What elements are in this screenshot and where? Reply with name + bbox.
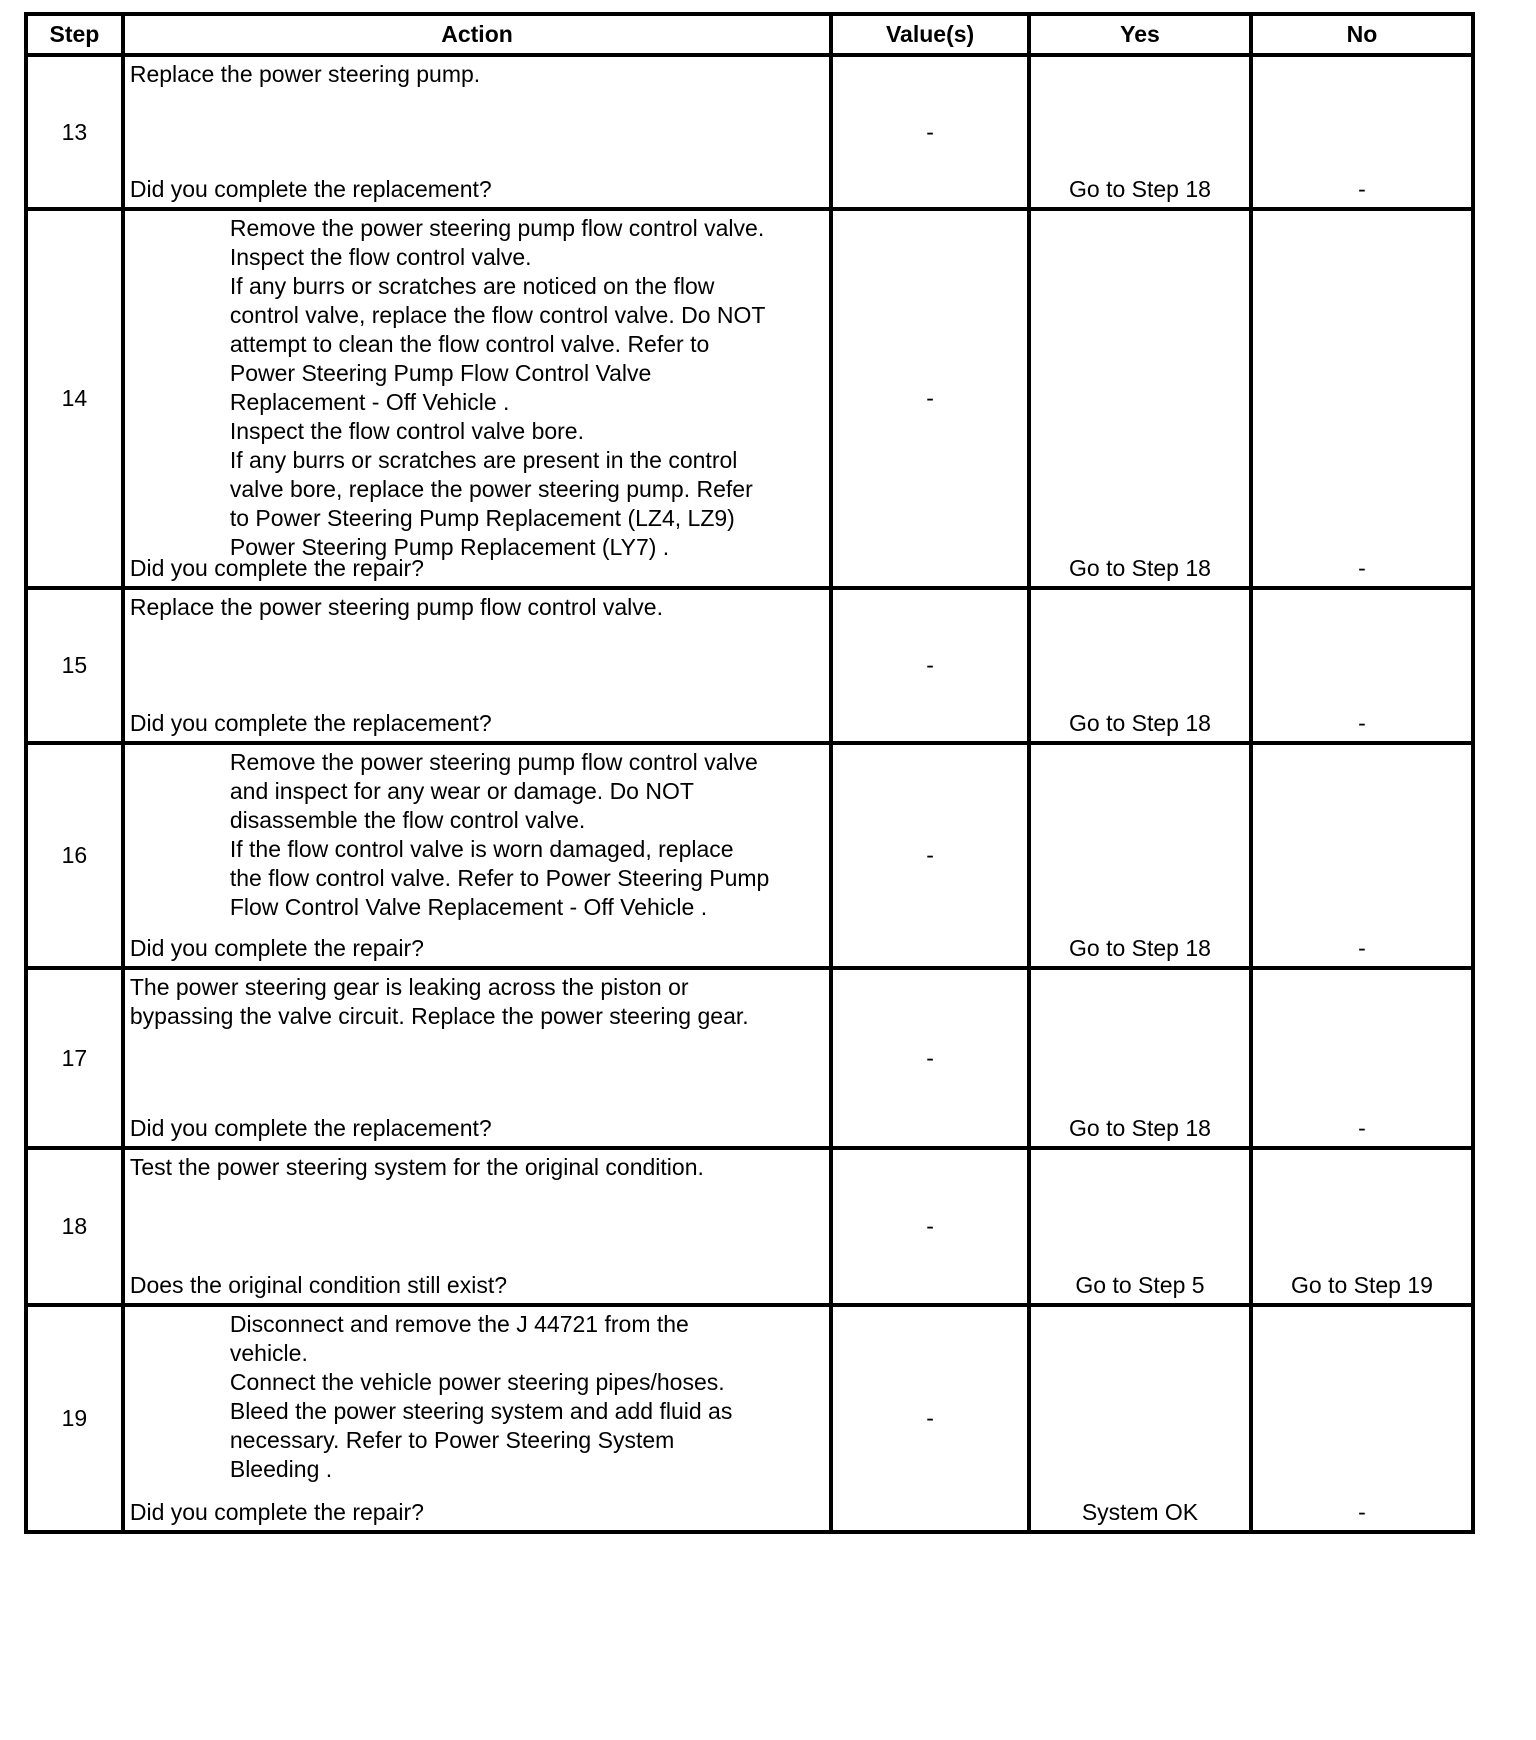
action-content	[125, 970, 829, 1146]
action-line: Replace the power steering pump.	[129, 61, 481, 87]
no-result: -	[1251, 588, 1473, 743]
step-number: 13	[26, 55, 123, 209]
action-cell	[123, 743, 831, 968]
table-row	[26, 1305, 1473, 1532]
action-line: control valve, replace the flow control valve. Do NOT	[229, 302, 766, 328]
table-row	[26, 209, 1473, 588]
action-line: valve bore, replace the power steering pump. Refer	[229, 476, 753, 502]
action-line: If any burrs or scratches are noticed on the flow	[229, 273, 715, 299]
action-content	[125, 1150, 829, 1303]
action-line: If the flow control valve is worn damaged, replace	[229, 836, 734, 862]
action-question: Did you complete the repair?	[129, 555, 424, 581]
action-line: Replacement - Off Vehicle .	[229, 389, 510, 415]
header-yes: Yes	[1029, 14, 1251, 55]
table-header	[26, 14, 1473, 55]
header-row	[26, 14, 1473, 55]
table-row	[26, 55, 1473, 209]
action-line: If any burrs or scratches are present in the control	[229, 447, 738, 473]
action-instructions	[230, 748, 827, 922]
action-cell	[123, 1148, 831, 1305]
action-content	[125, 745, 829, 966]
action-line: bypassing the valve circuit. Replace the power steering gear.	[129, 1003, 749, 1029]
yes-result: Go to Step 18	[1029, 209, 1251, 588]
action-line: Flow Control Valve Replacement - Off Vehicle .	[229, 894, 708, 920]
action-line: Disconnect and remove the J 44721 from the	[229, 1311, 689, 1337]
action-line: Replace the power steering pump flow control valve.	[129, 594, 663, 620]
yes-result: Go to Step 18	[1029, 55, 1251, 209]
value-cell: -	[831, 968, 1029, 1148]
header-no: No	[1251, 14, 1473, 55]
table-row	[26, 968, 1473, 1148]
table-row	[26, 743, 1473, 968]
step-number: 16	[26, 743, 123, 968]
header-step: Step	[26, 14, 123, 55]
no-result: -	[1251, 743, 1473, 968]
header-action: Action	[123, 14, 831, 55]
action-line: Inspect the flow control valve bore.	[229, 418, 584, 444]
action-instructions	[130, 60, 825, 89]
action-question: Did you complete the replacement?	[129, 176, 492, 202]
step-number: 15	[26, 588, 123, 743]
step-number: 19	[26, 1305, 123, 1532]
value-cell: -	[831, 588, 1029, 743]
value-cell: -	[831, 55, 1029, 209]
value-cell: -	[831, 209, 1029, 588]
action-question: Did you complete the replacement?	[129, 1115, 492, 1141]
value-cell: -	[831, 1305, 1029, 1532]
action-cell	[123, 55, 831, 209]
action-line: and inspect for any wear or damage. Do NOT	[229, 778, 694, 804]
action-line: Connect the vehicle power steering pipes/hoses.	[229, 1369, 725, 1395]
action-instructions	[230, 214, 827, 562]
action-line: to Power Steering Pump Replacement (LZ4, LZ9)	[229, 505, 735, 531]
action-line: Bleeding .	[229, 1456, 333, 1482]
step-number: 14	[26, 209, 123, 588]
yes-result: System OK	[1029, 1305, 1251, 1532]
action-line: vehicle.	[229, 1340, 308, 1366]
action-line: Inspect the flow control valve.	[229, 244, 532, 270]
no-result: -	[1251, 968, 1473, 1148]
action-line: the flow control valve. Refer to Power Steering Pump	[229, 865, 770, 891]
action-cell	[123, 209, 831, 588]
action-line: Test the power steering system for the original condition.	[129, 1154, 704, 1180]
action-line: necessary. Refer to Power Steering System	[229, 1427, 675, 1453]
action-instructions	[130, 1153, 825, 1182]
action-line: Remove the power steering pump flow control valve.	[229, 215, 765, 241]
action-line: Remove the power steering pump flow control valve	[229, 749, 758, 775]
action-instructions	[130, 973, 825, 1031]
action-cell	[123, 588, 831, 743]
action-line: Bleed the power steering system and add fluid as	[229, 1398, 733, 1424]
action-question: Did you complete the replacement?	[129, 710, 492, 736]
action-instructions	[130, 593, 825, 622]
value-cell: -	[831, 743, 1029, 968]
header-values: Value(s)	[831, 14, 1029, 55]
action-content	[125, 211, 829, 586]
no-result: -	[1251, 55, 1473, 209]
yes-result: Go to Step 18	[1029, 968, 1251, 1148]
table-row	[26, 1148, 1473, 1305]
yes-result: Go to Step 5	[1029, 1148, 1251, 1305]
table-row	[26, 588, 1473, 743]
no-result: Go to Step 19	[1251, 1148, 1473, 1305]
action-question: Did you complete the repair?	[129, 935, 424, 961]
diagnostic-table	[24, 12, 1475, 1534]
no-result: -	[1251, 1305, 1473, 1532]
no-result: -	[1251, 209, 1473, 588]
action-cell	[123, 968, 831, 1148]
action-line: Power Steering Pump Replacement (LY7) .	[229, 534, 670, 560]
action-cell	[123, 1305, 831, 1532]
step-number: 18	[26, 1148, 123, 1305]
action-line: attempt to clean the flow control valve. Refer to	[229, 331, 710, 357]
yes-result: Go to Step 18	[1029, 743, 1251, 968]
action-line: Power Steering Pump Flow Control Valve	[229, 360, 652, 386]
action-content	[125, 590, 829, 741]
step-number: 17	[26, 968, 123, 1148]
value-cell: -	[831, 1148, 1029, 1305]
action-question: Does the original condition still exist?	[129, 1272, 508, 1298]
yes-result: Go to Step 18	[1029, 588, 1251, 743]
action-question: Did you complete the repair?	[129, 1499, 424, 1525]
table-body	[26, 55, 1473, 1532]
action-content	[125, 1307, 829, 1530]
action-content	[125, 57, 829, 207]
action-line: disassemble the flow control valve.	[229, 807, 586, 833]
action-instructions	[230, 1310, 827, 1484]
action-line: The power steering gear is leaking across the piston or	[129, 974, 689, 1000]
